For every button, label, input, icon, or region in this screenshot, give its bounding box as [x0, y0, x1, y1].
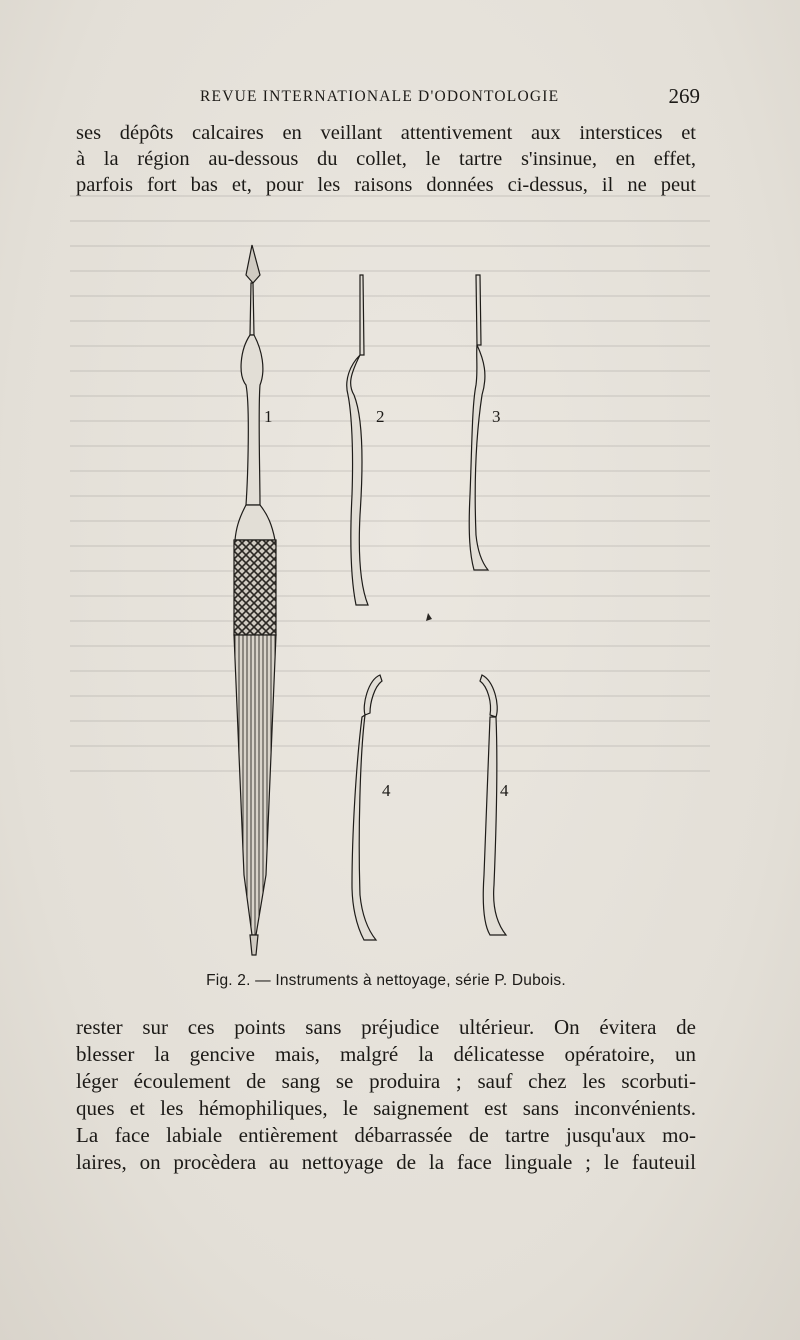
text-line: ques et les hémophiliques, le saignement est sans inconvénients. [76, 1096, 696, 1120]
print-mark [426, 613, 432, 621]
instruments-illustration [190, 235, 570, 970]
top-paragraph [76, 120, 696, 198]
text-line: léger écoulement de sang se produira ; sauf chez les scorbuti- [76, 1069, 696, 1093]
page-number: 269 [668, 84, 700, 108]
text-line: blesser la gencive mais, malgré la délicatesse opératoire, un [76, 1042, 696, 1066]
bottom-paragraph [76, 1014, 696, 1176]
instrument-4-right [480, 675, 506, 935]
instruments-figure [190, 235, 570, 970]
instrument-4-left [352, 675, 382, 940]
text-line: ses dépôts calcaires en veillant attentivement aux interstices et [76, 122, 696, 144]
instrument-1 [234, 245, 276, 955]
instrument-3 [469, 275, 488, 570]
instrument-2 [347, 275, 368, 605]
figure-label-4a: 4 [382, 781, 391, 800]
text-line: laires, on procèdera au nettoyage de la face linguale ; le fauteuil [76, 1150, 696, 1174]
text-line: La face labiale entièrement débarrassée de tartre jusqu'aux mo- [76, 1123, 696, 1147]
journal-title: REVUE INTERNATIONALE D'ODONTOLOGIE [200, 88, 560, 105]
text-line: parfois fort bas et, pour les raisons données ci-dessus, il ne peut [76, 174, 696, 196]
text-line: à la région au-dessous du collet, le tartre s'insinue, en effet, [76, 148, 696, 170]
running-header [160, 86, 700, 112]
figure-caption: Fig. 2. — Instruments à nettoyage, série P. Dubois. [206, 972, 566, 989]
figure-label-4b: 4 [500, 781, 509, 800]
figure-label-3: 3 [492, 407, 501, 426]
text-line: rester sur ces points sans préjudice ultérieur. On évitera de [76, 1015, 696, 1039]
figure-label-2: 2 [376, 407, 385, 426]
figure-label-1: 1 [264, 407, 273, 426]
